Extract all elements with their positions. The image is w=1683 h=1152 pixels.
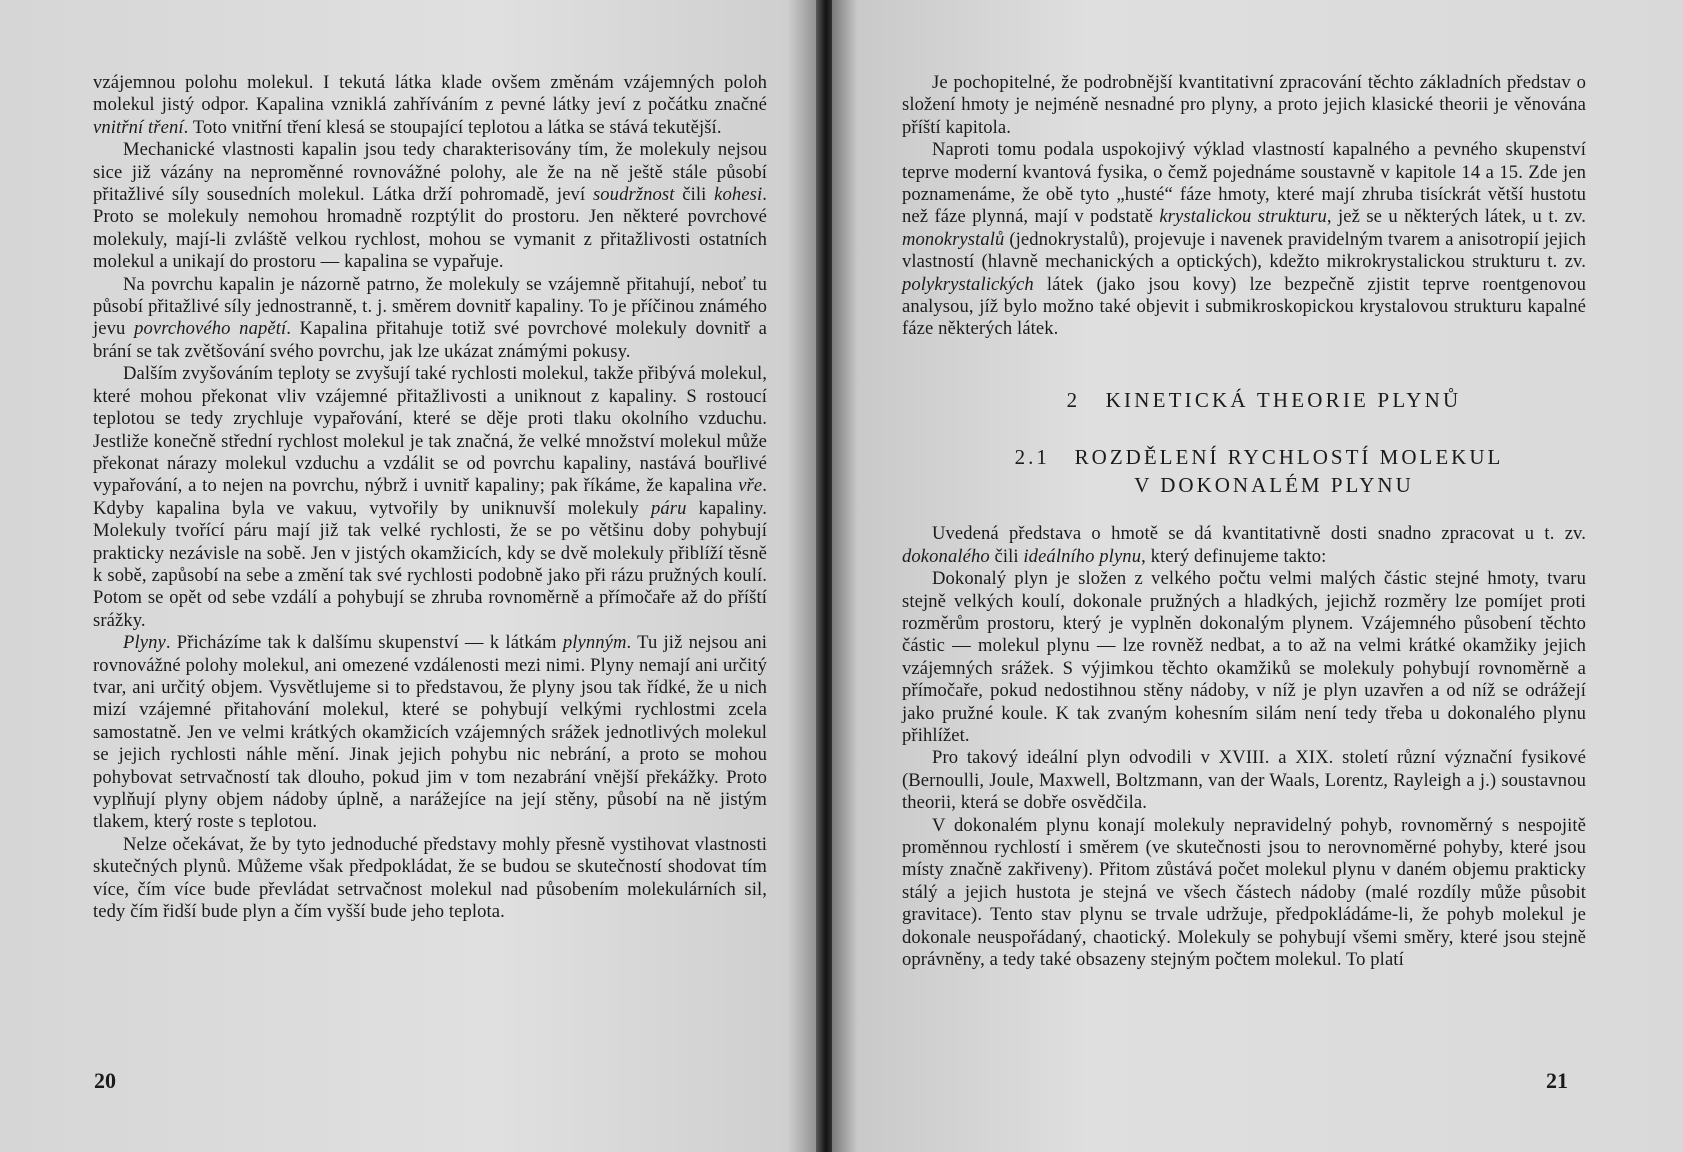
text-run: vzájemnou polohu molekul. I tekutá látka klade ovšem změnám vzájemných poloh molekul jistý odpor. Kapalina vzniklá zahříváním z pevné látky jeví z počátku značné <box>93 72 767 116</box>
text-run: (jednokrystalů), projevuje i navenek pravidelným tvarem a anisotropií jejich vlastností (hlavně mechanických a optických), kdežto mikrokrystalickou strukturu t. zv. <box>902 228 1586 273</box>
paragraph <box>902 72 1586 139</box>
paragraph <box>93 363 767 632</box>
section-heading-line: 2.1 ROZDĚLENÍ RYCHLOSTÍ MOLEKUL <box>1014 445 1504 470</box>
italic-term: polykrystalických <box>902 273 1034 295</box>
paragraph <box>902 747 1586 814</box>
italic-term: povrchového napětí <box>134 318 287 340</box>
italic-term: krystalickou strukturu <box>1159 206 1327 228</box>
paragraph <box>93 274 767 364</box>
text-run: . Kdyby kapalina byla ve vakuu, vytvořily by uniknuvší molekuly <box>93 475 767 519</box>
section-heading-line: V DOKONALÉM PLYNU <box>1134 473 1414 498</box>
italic-term: monokrystalů <box>902 228 1005 250</box>
paragraph <box>902 815 1586 972</box>
text-run: , který definujeme takto: <box>1141 545 1327 567</box>
text-run: Je pochopitelné, že podrobnější kvantitativní zpracování těchto základních představ o složení hmoty je nejméně nesnadné pro plyny, a proto jejich klasické theorii je věnována příští kapitola. <box>902 72 1586 138</box>
text-run: . Přicházíme tak k dalšímu skupenství — k látkám <box>165 632 563 654</box>
right-page <box>832 0 1683 1152</box>
italic-term: vnitřní tření <box>93 116 184 138</box>
paragraph <box>93 72 767 139</box>
text-run: látek (jako jsou kovy) lze bezpečně zjistit teprve roentgenovou analysou, jíž bylo možno také objevit i submikroskopickou krystalovou strukturu kapalné fáze některých látek. <box>902 273 1586 340</box>
paragraph <box>902 523 1586 568</box>
paragraph <box>902 568 1586 747</box>
italic-term: soudržnost <box>592 184 675 206</box>
section-heading <box>902 443 1586 499</box>
text-run: Pro takový ideální plyn odvodili v XVIII. a XIX. století různí význační fysikové (Bernoulli, Joule, Maxwell, Boltzmann, van der Waals, Lorentz, Rayleigh a j.) soustavnou theorii, která se dobře osvědčila. <box>902 747 1586 814</box>
italic-term: plynným <box>562 632 627 654</box>
page-number: 21 <box>1546 1068 1568 1093</box>
text-run: Dalším zvyšováním teploty se zvyšují také rychlosti molekul, takže přibývá molekul, které mohou překonat vliv vzájemné přitažlivosti a uniknout z kapaliny. S rostoucí teplotou se tedy zrychluje vypařování, které se děje proti tlaku okolního vzduchu. Jestliže konečně střední rychlost molekul je tak značná, že velké množství molekul může překonat nárazy molekul vzduchu a vzdálit se od povrchu kapaliny, nastává bouřlivé vypařování, a to nejen na povrchu, nýbrž i uvnitř kapaliny; pak říkáme, že kapalina <box>93 363 767 497</box>
text-run: kapaliny. Molekuly tvořící páru mají již tak velké rychlosti, že se po většinu doby pohybují prakticky nezávisle na sobě. Jen v jistých okamžicích, kdy se dvě molekuly přiblíží těsně k sobě, zapůsobí na sebe a změní tak své rychlosti podobně jako při rázu pružných koulí. Potom se opět od sebe vzdálí a pohybují se zhruba rovnoměrně a přímočaře až do příští srážky. <box>93 497 767 631</box>
text-run: V dokonalém plynu konají molekuly nepravidelný pohyb, rovnoměrný s nespojitě proměnnou rychlostí i směrem (ve skutečnosti jsou to nerovnoměrné pohyby, které jsou místy značně zakřiveny). Přitom zůstává počet molekul plynu v daném objemu prakticky stálý a jejich hustota je stejná ve všech částech nádoby (malé rozdíly může působit gravitace). Tento stav plynu se trvale udržuje, předpokládáme-li, že pohyb molekul je dokonale neuspořádaný, chaotický. Molekuly se pohybují všemi směry, které jsou stejně oprávněny, a tedy také obsazeny stejným počtem molekul. To platí <box>902 814 1586 970</box>
italic-term: ideálního plynu <box>1023 545 1142 567</box>
text-run: . Toto vnitřní tření klesá se stoupající teplotou a látka se stává tekutější. <box>183 116 722 138</box>
text-run: čili <box>989 545 1024 567</box>
chapter-heading: 2 KINETICKÁ THEORIE PLYNŮ <box>1066 387 1462 412</box>
italic-term: Plyny <box>123 632 166 654</box>
text-run: . Proto se molekuly nemohou hromadně rozptýlit do prostoru. Jen některé povrchové molekuly, mají-li zvláště velkou rychlost, mohou se vymanit z přitažlivosti ostatních molekul a unikají do prostoru — kapalina se vypařuje. <box>93 184 767 273</box>
paragraph <box>93 834 767 924</box>
italic-term: páru <box>650 497 687 519</box>
paragraph <box>93 139 767 273</box>
paragraph <box>902 139 1586 341</box>
right-page-text <box>902 72 1586 971</box>
paragraph <box>93 632 767 834</box>
text-run: , jež se u některých látek, u t. zv. <box>1326 206 1586 228</box>
italic-term: kohesi <box>714 184 763 206</box>
text-run: Naproti tomu podala uspokojivý výklad vlastností kapalného a pevného skupenství teprve moderní kvantová fysika, o čemž pojednáme soustavně v kapitole 14 a 15. Zde jen poznamenáme, že obě tyto „husté“ fáze hmoty, které mají zhruba tisíckrát větší hustotu než fáze plynná, mají v podstatě <box>902 139 1586 228</box>
left-page-text <box>93 72 767 923</box>
text-run: Na povrchu kapalin je názorně patrno, že molekuly se vzájemně přitahují, neboť tu působí přitažlivé síly jednostranně, t. j. směrem dovnitř kapaliny. To je příčinou známého jevu <box>93 273 767 340</box>
text-run: . Tu již nejsou ani rovnovážné polohy molekul, ani omezené vzdálenosti mezi nimi. Plyny nemají ani určitý tvar, ani určitý objem. Vysvětlujeme si to představou, že plyny jsou tak řídké, že u nich mizí vzájemné přitahování molekul, které se pohybují velkými rychlostmi zcela samostatně. Jen ve velmi krátkých okamžicích vzájemných srážek jednotlivých molekul se jejich rychlosti náhle mění. Jinak jejich pohybu nic nebrání, a proto se mohou pohybovat setrvačností tak dlouho, pokud jim v tom nezabrání vnější překážky. Proto vyplňují plyny objem nádoby úplně, a narážejíce na její stěny, působí na ně jistým tlakem, který roste s teplotou. <box>93 632 767 833</box>
text-run: Mechanické vlastnosti kapalin jsou tedy charakterisovány tím, že molekuly nejsou sice již vázány na neproměnné rovnovážné polohy, ale že na ně ještě stále působí přitažlivé síly sousedních molekul. Látka drží pohromadě, jeví <box>93 139 767 206</box>
text-run: Nelze očekávat, že by tyto jednoduché představy mohly přesně vystihovat vlastnosti skutečných plynů. Můžeme však předpokládat, že se budou se skutečností shodovat tím více, čím více bude převládat setrvačnost molekul nad působením molekulárních sil, tedy čím řidší bude plyn a čím vyšší bude jeho teplota. <box>93 833 767 923</box>
italic-term: dokonalého <box>902 545 990 567</box>
page-number: 20 <box>94 1068 116 1093</box>
text-run: Dokonalý plyn je složen z velkého počtu velmi malých částic stejné hmoty, tvaru stejně velkých koulí, dokonale pružných a hladkých, jejichž rozměry lze pomíjet proti rozměrům prostoru, který je vyplněn dokonalým plynem. Vzájemného působení těchto částic — molekul plynu — lze rovněž nedbat, a to až na velmi krátké okamžiky jejich vzájemných srážek. S výjimkou těchto okamžiků se molekuly pohybují rovnoměrně a přímočaře, pokud nedostihnou stěny nádoby, v níž je plyn uzavřen a od níž se odrážejí jako pružné koule. K tak zvaným kohesním silám není tedy třeba u dokonalého plynu přihlížet. <box>902 568 1586 746</box>
italic-term: vře <box>738 475 763 497</box>
text-run: . Kapalina přitahuje totiž své povrchové molekuly dovnitř a brání se tak zvětšování svého povrchu, jak lze ukázat známými pokusy. <box>93 318 767 362</box>
text-run: čili <box>674 184 715 206</box>
left-page <box>0 0 820 1152</box>
text-run: Uvedená představa o hmotě se dá kvantitativně dosti snadno zpracovat u t. zv. <box>932 523 1586 545</box>
